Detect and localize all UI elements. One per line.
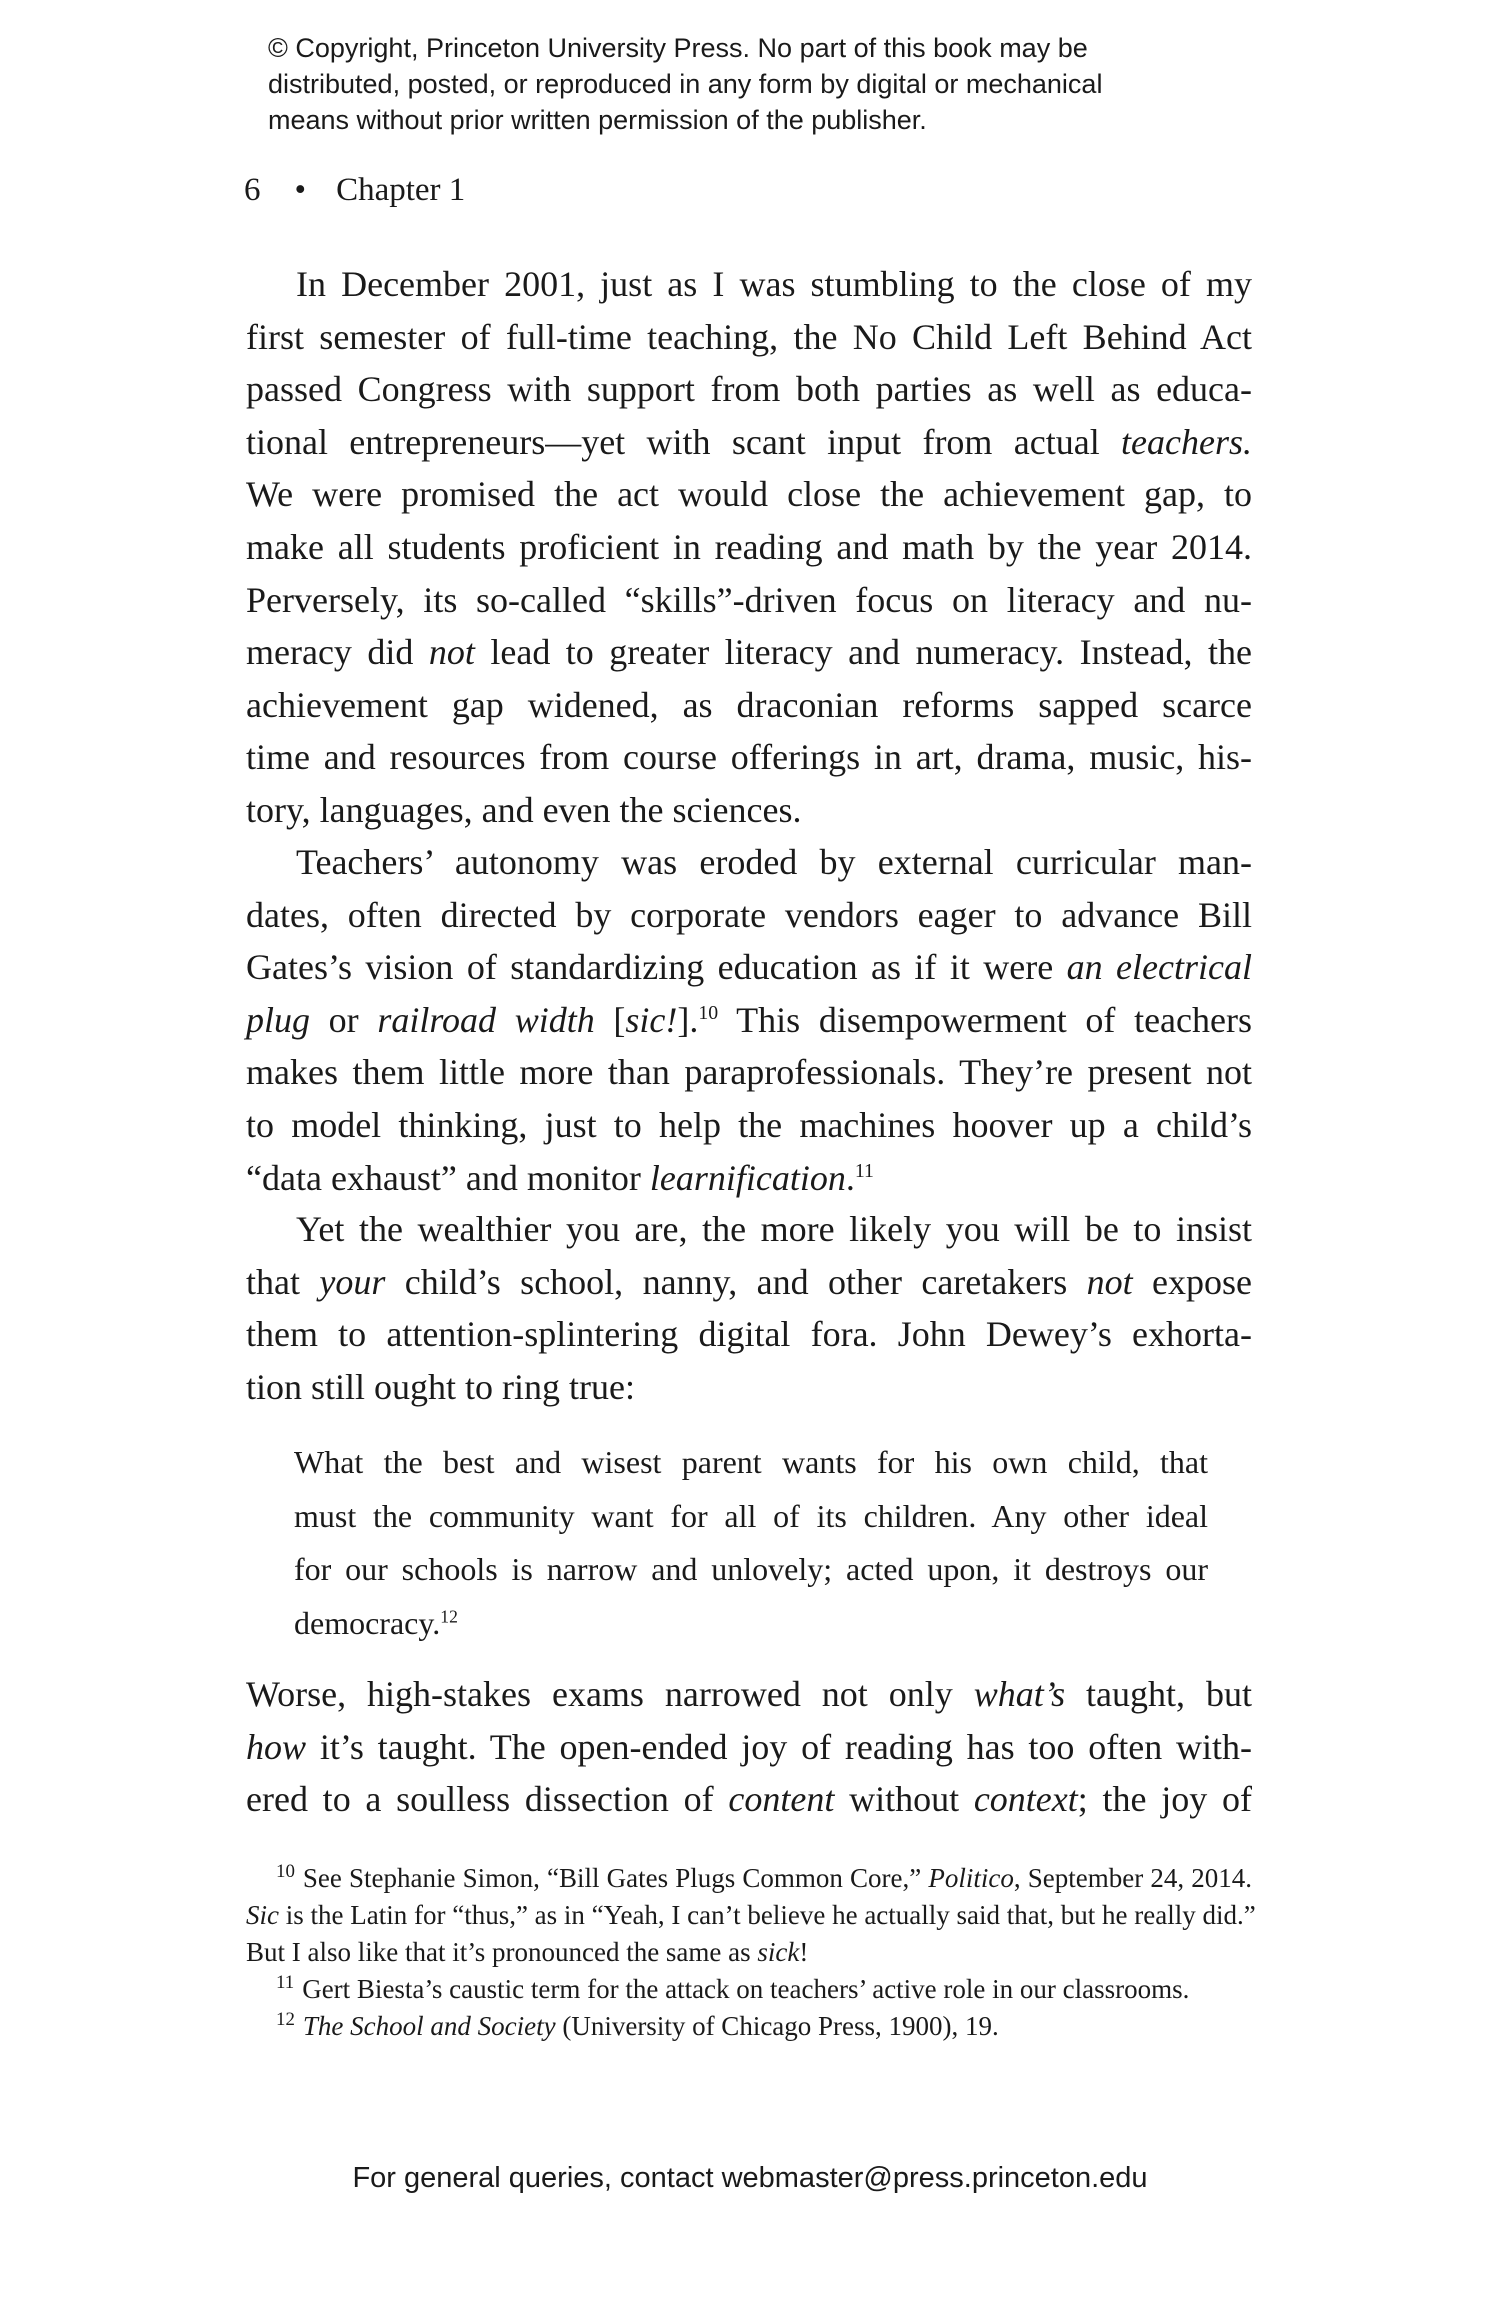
text-line xyxy=(246,416,1252,469)
text-span: Gates’s vision of standardizing education as if it were xyxy=(246,947,1067,988)
emphasis-text: how xyxy=(246,1726,307,1767)
text-span: meracy did xyxy=(246,632,429,673)
text-span: . xyxy=(845,1157,855,1198)
text-line xyxy=(246,994,1252,1047)
paragraph-4 xyxy=(246,1668,1252,1826)
quote-line: for our schools is narrow and unlovely; acted upon, it destroys our xyxy=(294,1551,1208,1587)
text-span: expose xyxy=(1132,1261,1253,1302)
paragraph-3 xyxy=(246,1203,1252,1413)
footer-contact: For general queries, contact webmaster@press.princeton.edu xyxy=(352,2162,1148,2194)
text-span: ; the joy of xyxy=(1077,1779,1252,1820)
text-span: This disempowerment of teachers xyxy=(718,999,1252,1040)
footnote-10-line xyxy=(246,1934,1252,1971)
copyright-line: © Copyright, Princeton University Press. No part of this book may be xyxy=(268,33,1088,63)
text-span: (University of Chicago Press, 1900), 19. xyxy=(555,2011,999,2041)
text-span: Worse, high-stakes exams narrowed not only xyxy=(246,1674,974,1714)
text-line xyxy=(246,626,1252,679)
text-span: But I also like that it’s pronounced the same as xyxy=(246,1937,758,1967)
text-line: make all students proficient in reading and math by the year 2014. xyxy=(246,526,1252,567)
emphasis-text: sic! xyxy=(625,999,678,1040)
emphasis-text: not xyxy=(428,632,475,673)
text-line: Perversely, its so-called “skills”-driven focus on literacy and nu- xyxy=(246,579,1252,620)
text-span: without xyxy=(834,1779,974,1820)
text-span: it’s taught. The open-ended joy of reading has too often with- xyxy=(306,1726,1252,1767)
text-line: to model thinking, just to help the machines hoover up a child’s xyxy=(246,1104,1252,1145)
text-line: Yet the wealthier you are, the more likely you will be to insist xyxy=(296,1209,1252,1249)
paragraph-1 xyxy=(246,258,1252,837)
footnote-number: 10 xyxy=(276,1861,295,1882)
text-line: Teachers’ autonomy was eroded by external curricular man- xyxy=(296,842,1252,882)
text-span: lead to greater literacy and numeracy. Instead, the xyxy=(474,632,1252,673)
copyright-line: means without prior written permission of the publisher. xyxy=(268,105,927,135)
text-line xyxy=(246,1721,1252,1774)
text-span: tional entrepreneurs—yet with scant input from actual xyxy=(246,421,1122,462)
emphasis-text: railroad width xyxy=(377,999,595,1040)
bullet-separator: • xyxy=(294,172,307,208)
text-line xyxy=(246,1773,1252,1826)
text-span: democracy. xyxy=(294,1604,441,1641)
text-span: Gert Biesta’s caustic term for the attack on teachers’ active role in our classrooms. xyxy=(302,1974,1190,2004)
text-line: dates, often directed by corporate vendors eager to advance Bill xyxy=(246,894,1252,935)
text-line xyxy=(246,941,1252,994)
footnote-reference[interactable]: 11 xyxy=(854,1159,874,1182)
text-span: ! xyxy=(799,1937,809,1967)
quote-line: What the best and wisest parent wants for his own child, that xyxy=(294,1444,1208,1480)
emphasis-text: your xyxy=(319,1261,386,1302)
emphasis-text: teachers. xyxy=(1121,421,1252,462)
text-span: is the Latin for “thus,” as in “Yeah, I can’t believe he actually said that, but he really did.” xyxy=(279,1900,1256,1930)
footnote-10-line xyxy=(246,1860,1252,1897)
emphasis-text: content xyxy=(728,1779,835,1820)
emphasis-text: learnification xyxy=(649,1157,846,1198)
text-line xyxy=(246,1668,1252,1721)
text-span: ]. xyxy=(677,999,699,1040)
footnote-number: 12 xyxy=(276,2009,295,2030)
text-span: or xyxy=(310,999,378,1040)
chapter-title: Chapter 1 xyxy=(336,172,466,208)
paragraph-2 xyxy=(246,836,1252,1204)
footnote-10-line xyxy=(246,1897,1256,1934)
text-span: ered to a soulless dissection of xyxy=(246,1779,729,1820)
footnote-12-line xyxy=(246,2008,1252,2045)
emphasis-text: not xyxy=(1086,1261,1133,1302)
text-line: We were promised the act would close the achievement gap, to xyxy=(246,474,1252,515)
emphasis-text: Politico xyxy=(928,1863,1014,1893)
text-span: “data exhaust” and monitor xyxy=(246,1157,650,1198)
text-line: them to attention-splintering digital fora. John Dewey’s exhorta- xyxy=(246,1314,1252,1355)
emphasis-text: sick xyxy=(757,1937,800,1967)
quote-line xyxy=(294,1597,1208,1651)
footnotes xyxy=(246,1860,1256,2045)
emphasis-text: The School and Society xyxy=(302,2011,556,2041)
text-span: See Stephanie Simon, “Bill Gates Plugs Common Core,” xyxy=(302,1863,929,1893)
text-line: achievement gap widened, as draconian reforms sapped scarce xyxy=(246,684,1252,725)
footnote-number: 11 xyxy=(276,1972,295,1993)
running-head xyxy=(244,170,465,210)
emphasis-text: an electrical xyxy=(1066,947,1252,988)
text-line: In December 2001, just as I was stumbling to the close of my xyxy=(296,264,1252,304)
footnote-reference[interactable]: 10 xyxy=(698,1001,719,1024)
block-quote xyxy=(294,1436,1208,1650)
text-line xyxy=(246,1256,1252,1309)
text-line: tory, languages, and even the sciences. xyxy=(246,789,802,830)
text-line: tion still ought to ring true: xyxy=(246,1366,635,1407)
emphasis-text: plug xyxy=(246,999,311,1040)
text-line xyxy=(246,1152,1252,1205)
text-line: makes them little more than paraprofessionals. They’re present not xyxy=(246,1052,1252,1093)
text-span: that xyxy=(246,1261,320,1302)
footnote-11-line xyxy=(246,1971,1252,2008)
copyright-line: distributed, posted, or reproduced in any form by digital or mechanical xyxy=(268,69,1103,99)
text-line: passed Congress with support from both parties as well as educa- xyxy=(246,369,1252,410)
text-span: [ xyxy=(594,999,626,1040)
emphasis-text: context xyxy=(973,1779,1078,1820)
text-line: time and resources from course offerings in art, drama, music, his- xyxy=(246,737,1252,778)
page-number: 6 xyxy=(244,172,261,208)
emphasis-text: Sic xyxy=(246,1900,279,1930)
quote-line: must the community want for all of its children. Any other ideal xyxy=(294,1497,1208,1534)
text-span: taught, but xyxy=(1065,1674,1252,1714)
footnote-reference[interactable]: 12 xyxy=(440,1605,458,1626)
copyright-notice xyxy=(268,30,1268,138)
emphasis-text: what’s xyxy=(973,1674,1066,1714)
text-line: first semester of full-time teaching, the No Child Left Behind Act xyxy=(246,316,1252,357)
text-span: child’s school, nanny, and other caretakers xyxy=(385,1261,1087,1302)
text-span: , September 24, 2014. xyxy=(1013,1863,1252,1893)
